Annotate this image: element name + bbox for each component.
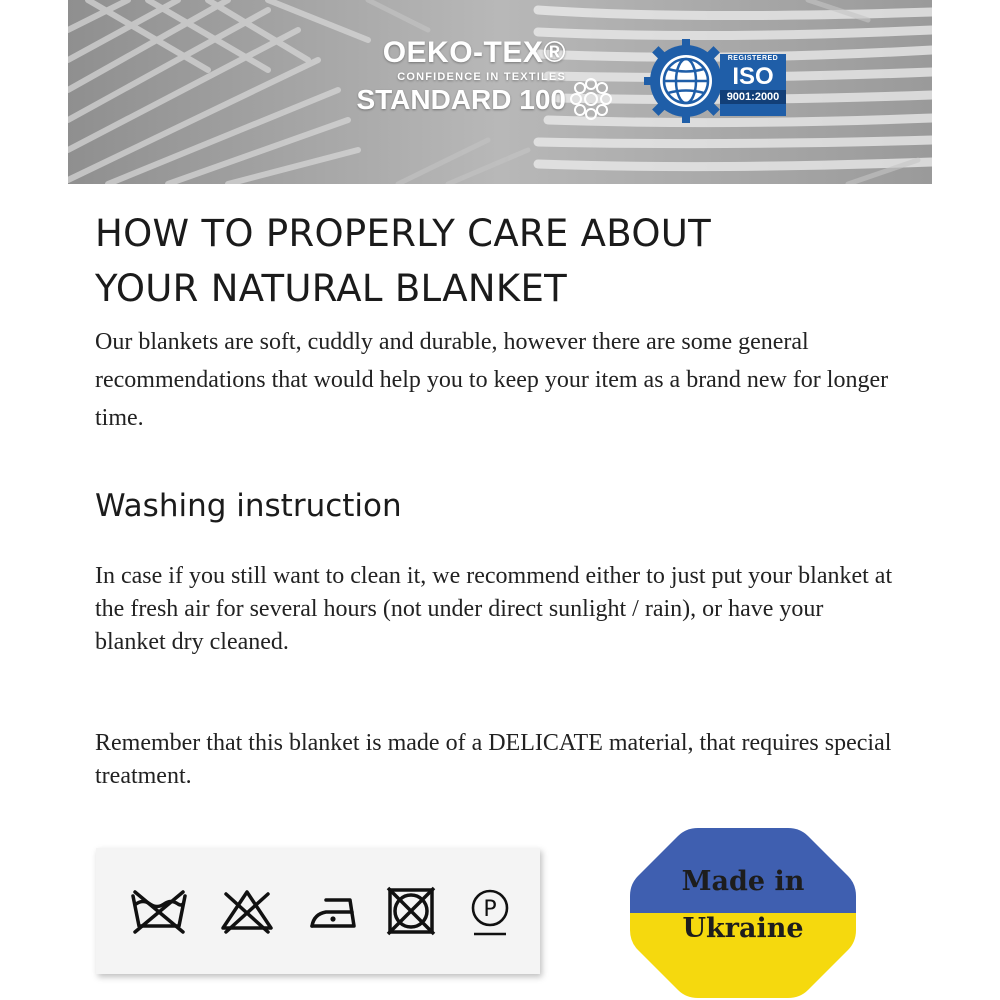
iso-badge [720, 54, 786, 116]
iso-number: 9001:2000 [720, 90, 786, 104]
oeko-tex-title: OEKO-TEX® [382, 36, 566, 69]
do-not-tumble-dry-icon [384, 886, 440, 936]
low-iron-icon [308, 886, 358, 936]
oeko-tex-tagline: CONFIDENCE IN TEXTILES [397, 71, 566, 83]
page-title [95, 206, 855, 316]
washing-heading: Washing instruction [95, 488, 402, 524]
dry-clean-letter: P [483, 897, 497, 922]
iso-registered-text: REGISTERED [727, 55, 779, 62]
iso-gear-globe-icon [644, 36, 728, 126]
certification-banner [68, 0, 932, 184]
badge-line-1: Made in [681, 866, 805, 897]
remember-paragraph: Remember that this blanket is made of a DELICATE material, that requires special treatment. [95, 730, 892, 789]
care-symbols-panel [96, 848, 540, 974]
oeko-tex-logo [346, 36, 566, 116]
washing-paragraph: In case if you still want to clean it, we recommend either to just put your blanket at the fresh air for several hours (not under direct sunlight / rain), or have your blanket dry cleaned. [95, 563, 893, 655]
iso-word: ISO [732, 63, 774, 90]
intro-paragraph: Our blankets are soft, cuddly and durable, however there are some general recommendations that would help you to keep your item as a brand new for longer time. [95, 329, 889, 431]
oeko-tex-standard: STANDARD 100 [356, 84, 566, 115]
do-not-bleach-icon [218, 886, 276, 936]
do-not-wash-icon [130, 886, 188, 936]
badge-line-2: Ukraine [682, 913, 804, 944]
oeko-tex-flower-icon [566, 74, 616, 124]
title-line-2: YOUR NATURAL BLANKET [95, 267, 568, 310]
title-line-1: HOW TO PROPERLY CARE ABOUT [95, 212, 712, 255]
dry-clean-p-icon [468, 886, 512, 940]
